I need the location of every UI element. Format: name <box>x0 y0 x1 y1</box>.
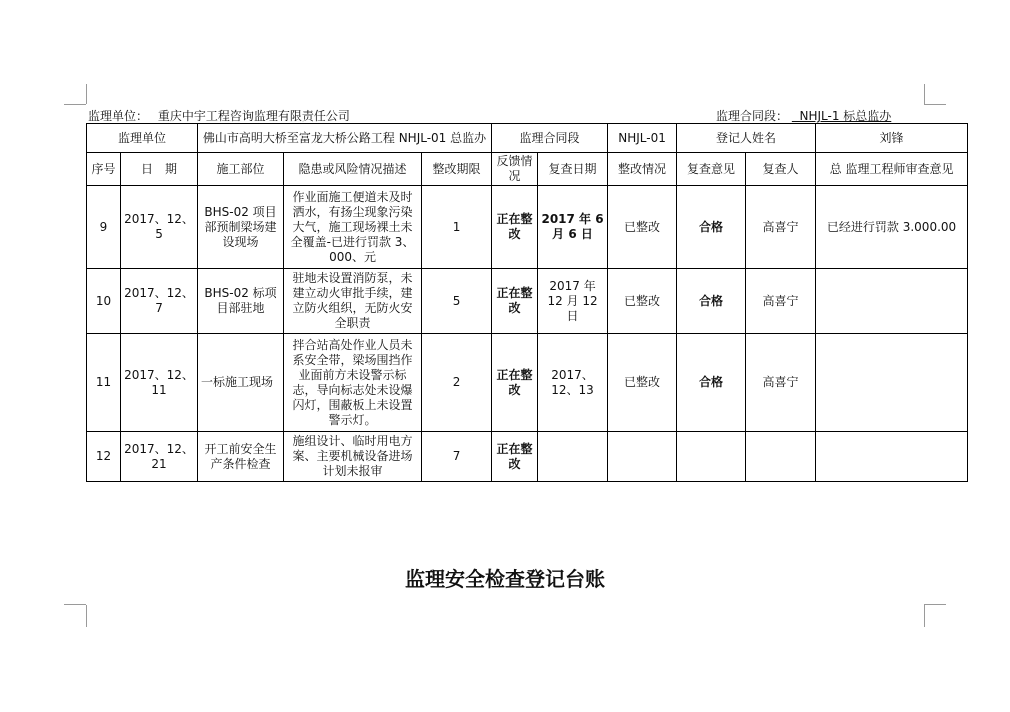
col-deadline: 整改期限 <box>422 153 492 186</box>
cell-recheck-opinion: 合格 <box>677 269 746 334</box>
cell-hazard: 驻地未设置消防泵，未建立动火审批手续，建立防火组织，无防火安全职责 <box>284 269 422 334</box>
info-project: 佛山市高明大桥至富龙大桥公路工程 NHJL-01 总监办 <box>198 124 492 153</box>
col-rectify-status: 整改情况 <box>608 153 677 186</box>
cell-rechecker: 高喜宁 <box>746 269 816 334</box>
cell-recheck-date <box>538 432 608 482</box>
cell-chief-opinion: 已经进行罚款 3.000.00 <box>816 186 968 269</box>
crop-mark-bottom-right-h <box>924 604 946 605</box>
cell-hazard: 施组设计、临时用电方案、主要机械设备进场计划未报审 <box>284 432 422 482</box>
crop-mark-top-right-h <box>924 104 946 105</box>
cell-rechecker: 高喜宁 <box>746 186 816 269</box>
cell-rechecker <box>746 432 816 482</box>
col-date: 日 期 <box>121 153 198 186</box>
col-rechecker: 复查人 <box>746 153 816 186</box>
cell-seq: 9 <box>87 186 121 269</box>
cell-recheck-opinion: 合格 <box>677 334 746 432</box>
cell-deadline: 7 <box>422 432 492 482</box>
cell-deadline: 1 <box>422 186 492 269</box>
cell-recheck-date: 2017、12、13 <box>538 334 608 432</box>
header-contract-label: 监理合同段： <box>716 109 789 123</box>
page-title: 监理安全检查登记台账 <box>405 567 605 591</box>
header-contract-value: NHJL-1 标总监办 <box>799 109 892 123</box>
crop-mark-top-left-v <box>86 84 87 104</box>
table-row <box>87 334 968 432</box>
crop-mark-top-right-v <box>924 84 925 104</box>
cell-location: BHS-02 标项目部驻地 <box>198 269 284 334</box>
info-registrar-label: 登记人姓名 <box>677 124 816 153</box>
cell-recheck-date: 2017 年 6 月 6 日 <box>538 186 608 269</box>
cell-hazard: 作业面施工便道未及时洒水，有扬尘现象污染大气，施工现场裸土未全覆盖-已进行罚款 3、000、元 <box>284 186 422 269</box>
cell-rectify-status: 已整改 <box>608 334 677 432</box>
crop-mark-bottom-left-h <box>64 604 86 605</box>
crop-mark-top-left-h <box>64 104 86 105</box>
cell-date: 2017、12、5 <box>121 186 198 269</box>
cell-seq: 12 <box>87 432 121 482</box>
info-row <box>87 124 968 153</box>
col-recheck-date: 复查日期 <box>538 153 608 186</box>
info-contract-label: 监理合同段 <box>492 124 608 153</box>
col-chief-opinion: 总 监理工程师审查意见 <box>816 153 968 186</box>
cell-feedback: 正在整改 <box>492 269 538 334</box>
header-unit-label: 监理单位： <box>88 109 149 123</box>
header-unit <box>88 107 350 124</box>
cell-chief-opinion <box>816 269 968 334</box>
header-contract <box>716 107 891 124</box>
cell-recheck-opinion: 合格 <box>677 186 746 269</box>
cell-hazard: 拌合站高处作业人员未系安全带，梁场围挡作业面前方未设警示标志，导向标志处未设爆闪灯，围蔽板上未设置警示灯。 <box>284 334 422 432</box>
column-header-row <box>87 153 968 186</box>
table-row <box>87 186 968 269</box>
cell-rectify-status <box>608 432 677 482</box>
col-location: 施工部位 <box>198 153 284 186</box>
cell-deadline: 5 <box>422 269 492 334</box>
cell-location: BHS-02 项目部预制梁场建设现场 <box>198 186 284 269</box>
table-row <box>87 269 968 334</box>
cell-chief-opinion <box>816 432 968 482</box>
cell-chief-opinion <box>816 334 968 432</box>
col-feedback: 反馈情况 <box>492 153 538 186</box>
inspection-ledger-table <box>86 123 968 482</box>
cell-location: 开工前安全生产条件检查 <box>198 432 284 482</box>
cell-recheck-date: 2017 年 12 月 12 日 <box>538 269 608 334</box>
cell-location: 一标施工现场 <box>198 334 284 432</box>
cell-rechecker: 高喜宁 <box>746 334 816 432</box>
info-unit-label: 监理单位 <box>87 124 198 153</box>
crop-mark-bottom-right-v <box>924 605 925 627</box>
table-row <box>87 432 968 482</box>
info-contract-value: NHJL-01 <box>608 124 677 153</box>
cell-seq: 11 <box>87 334 121 432</box>
cell-deadline: 2 <box>422 334 492 432</box>
cell-rectify-status: 已整改 <box>608 269 677 334</box>
cell-rectify-status: 已整改 <box>608 186 677 269</box>
crop-mark-bottom-left-v <box>86 605 87 627</box>
cell-date: 2017、12、7 <box>121 269 198 334</box>
cell-date: 2017、12、21 <box>121 432 198 482</box>
info-registrar-value: 刘锋 <box>816 124 968 153</box>
cell-feedback: 正在整改 <box>492 334 538 432</box>
cell-feedback: 正在整改 <box>492 186 538 269</box>
cell-seq: 10 <box>87 269 121 334</box>
cell-date: 2017、12、11 <box>121 334 198 432</box>
col-recheck-opinion: 复查意见 <box>677 153 746 186</box>
col-seq: 序号 <box>87 153 121 186</box>
col-hazard: 隐患或风险情况描述 <box>284 153 422 186</box>
cell-feedback: 正在整改 <box>492 432 538 482</box>
header-unit-value: 重庆中宇工程咨询监理有限责任公司 <box>157 109 350 123</box>
cell-recheck-opinion <box>677 432 746 482</box>
